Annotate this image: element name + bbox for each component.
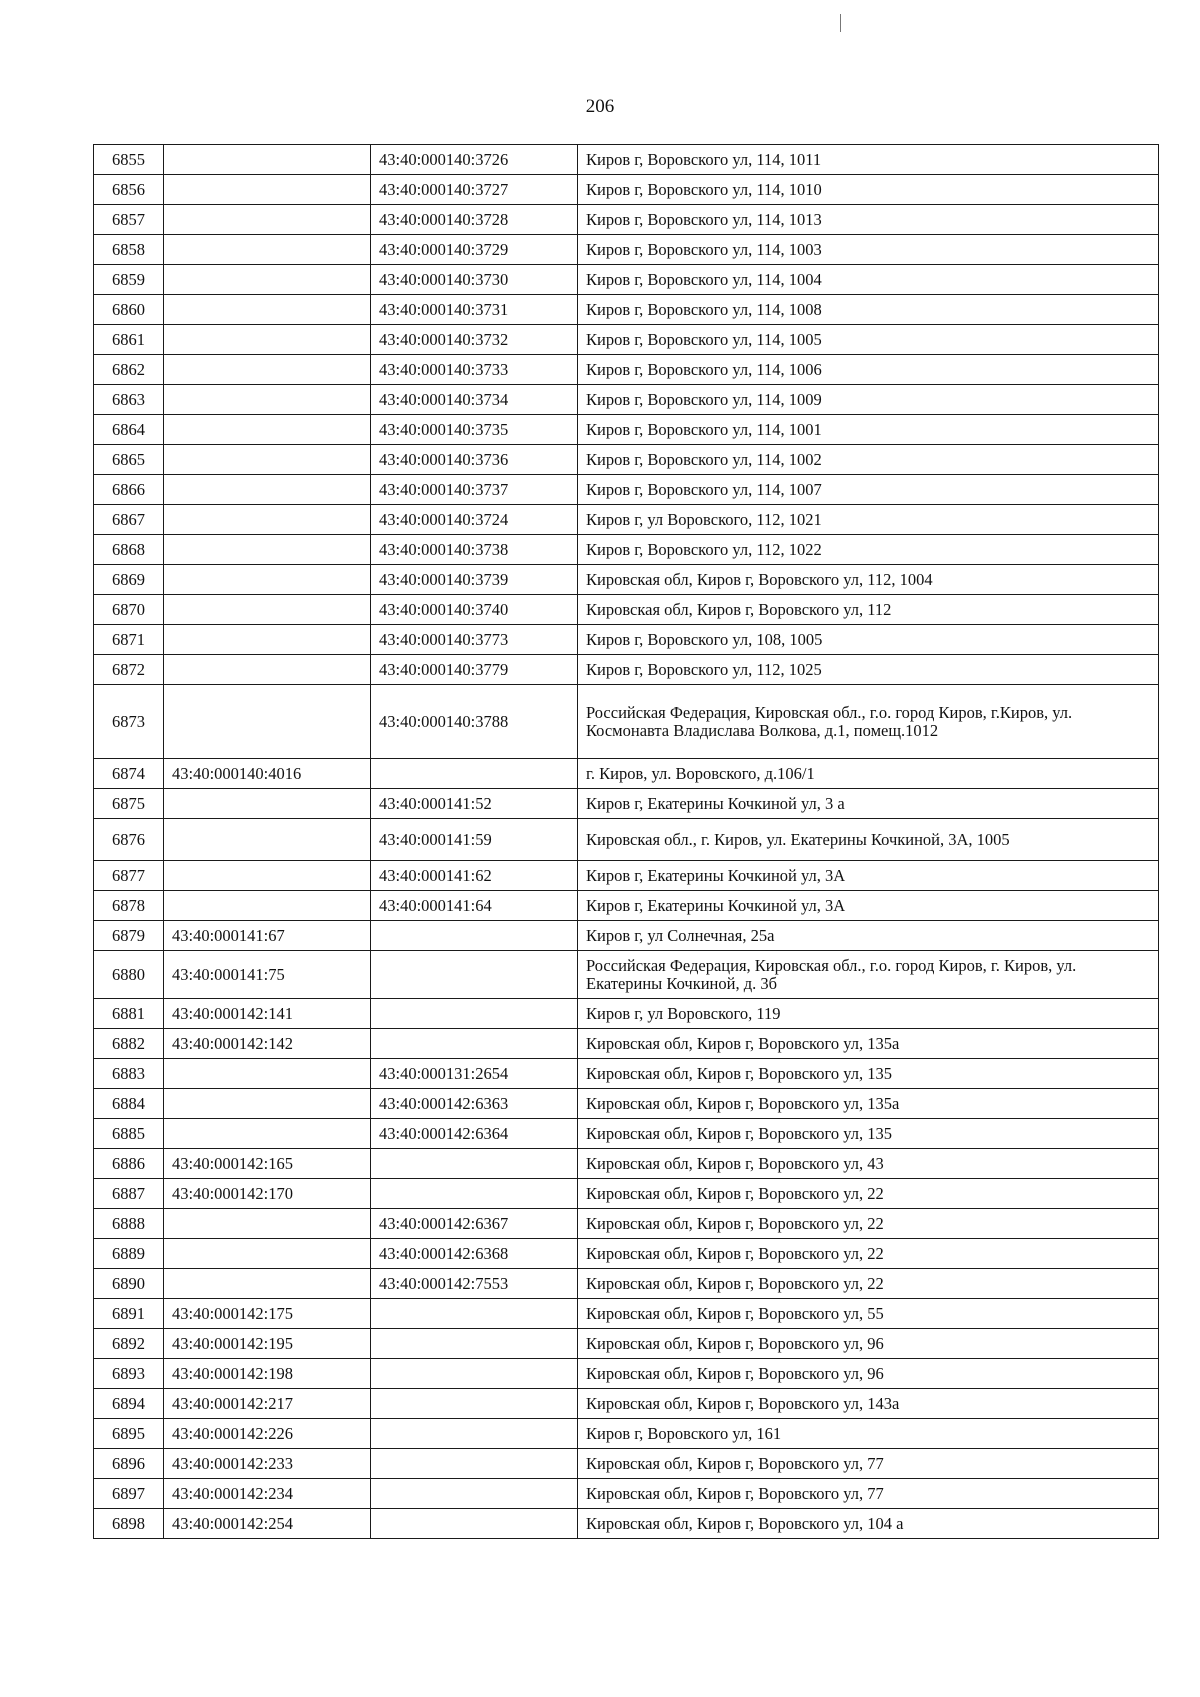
land-cadastral-number-cell: [164, 625, 371, 655]
table-row: [94, 145, 1159, 175]
address-cell: Киров г, Воровского ул, 114, 1009: [578, 385, 1159, 415]
row-number-cell: 6889: [94, 1239, 164, 1269]
row-number-cell: 6861: [94, 325, 164, 355]
building-cadastral-number-cell: [371, 1179, 578, 1209]
land-cadastral-number-cell: [164, 789, 371, 819]
table-row: [94, 355, 1159, 385]
address-cell: Кировская обл, Киров г, Воровского ул, 22: [578, 1269, 1159, 1299]
table-row: [94, 1329, 1159, 1359]
building-cadastral-number-cell: 43:40:000141:64: [371, 891, 578, 921]
building-cadastral-number-cell: 43:40:000142:6364: [371, 1119, 578, 1149]
row-number-cell: 6890: [94, 1269, 164, 1299]
row-number-cell: 6873: [94, 685, 164, 759]
land-cadastral-number-cell: [164, 295, 371, 325]
building-cadastral-number-cell: 43:40:000140:3736: [371, 445, 578, 475]
table-row: [94, 1029, 1159, 1059]
table-row: [94, 1389, 1159, 1419]
row-number-cell: 6865: [94, 445, 164, 475]
address-cell: Кировская обл, Киров г, Воровского ул, 55: [578, 1299, 1159, 1329]
table-row: [94, 1269, 1159, 1299]
row-number-cell: 6895: [94, 1419, 164, 1449]
row-number-cell: 6856: [94, 175, 164, 205]
building-cadastral-number-cell: 43:40:000141:59: [371, 819, 578, 861]
building-cadastral-number-cell: 43:40:000140:3728: [371, 205, 578, 235]
building-cadastral-number-cell: [371, 1359, 578, 1389]
row-number-cell: 6875: [94, 789, 164, 819]
land-cadastral-number-cell: 43:40:000142:198: [164, 1359, 371, 1389]
land-cadastral-number-cell: [164, 1089, 371, 1119]
land-cadastral-number-cell: 43:40:000142:175: [164, 1299, 371, 1329]
address-cell: Кировская обл, Киров г, Воровского ул, 135: [578, 1119, 1159, 1149]
row-number-cell: 6887: [94, 1179, 164, 1209]
land-cadastral-number-cell: [164, 1119, 371, 1149]
building-cadastral-number-cell: 43:40:000142:6368: [371, 1239, 578, 1269]
land-cadastral-number-cell: [164, 385, 371, 415]
land-cadastral-number-cell: 43:40:000140:4016: [164, 759, 371, 789]
table-row: [94, 1479, 1159, 1509]
page-number: 206: [585, 96, 615, 117]
address-cell: Кировская обл, Киров г, Воровского ул, 104 а: [578, 1509, 1159, 1539]
address-cell: Киров г, Воровского ул, 114, 1008: [578, 295, 1159, 325]
building-cadastral-number-cell: [371, 1029, 578, 1059]
table-row: [94, 1239, 1159, 1269]
land-cadastral-number-cell: [164, 595, 371, 625]
table-row: [94, 951, 1159, 999]
table-row: [94, 1209, 1159, 1239]
table-row: [94, 205, 1159, 235]
building-cadastral-number-cell: 43:40:000140:3724: [371, 505, 578, 535]
registry-table: [93, 144, 1159, 1539]
address-cell: Киров г, Воровского ул, 108, 1005: [578, 625, 1159, 655]
building-cadastral-number-cell: [371, 759, 578, 789]
table-row: [94, 655, 1159, 685]
address-cell: Киров г, Воровского ул, 114, 1013: [578, 205, 1159, 235]
land-cadastral-number-cell: 43:40:000141:75: [164, 951, 371, 999]
address-cell: Кировская обл, Киров г, Воровского ул, 96: [578, 1329, 1159, 1359]
table-row: [94, 819, 1159, 861]
address-cell: Кировская обл, Киров г, Воровского ул, 22: [578, 1239, 1159, 1269]
address-cell: Кировская обл, Киров г, Воровского ул, 22: [578, 1179, 1159, 1209]
building-cadastral-number-cell: 43:40:000140:3731: [371, 295, 578, 325]
address-cell: Кировская обл, Киров г, Воровского ул, 143а: [578, 1389, 1159, 1419]
table-row: [94, 625, 1159, 655]
building-cadastral-number-cell: [371, 921, 578, 951]
land-cadastral-number-cell: 43:40:000142:165: [164, 1149, 371, 1179]
row-number-cell: 6864: [94, 415, 164, 445]
address-cell: Киров г, Воровского ул, 114, 1004: [578, 265, 1159, 295]
row-number-cell: 6874: [94, 759, 164, 789]
row-number-cell: 6883: [94, 1059, 164, 1089]
land-cadastral-number-cell: [164, 265, 371, 295]
address-cell: Киров г, Воровского ул, 114, 1010: [578, 175, 1159, 205]
land-cadastral-number-cell: [164, 145, 371, 175]
address-cell: Кировская обл., г. Киров, ул. Екатерины Кочкиной, 3А, 1005: [578, 819, 1159, 861]
land-cadastral-number-cell: [164, 415, 371, 445]
row-number-cell: 6859: [94, 265, 164, 295]
address-cell: Киров г, Воровского ул, 114, 1011: [578, 145, 1159, 175]
land-cadastral-number-cell: 43:40:000142:233: [164, 1449, 371, 1479]
address-cell: Кировская обл, Киров г, Воровского ул, 135а: [578, 1089, 1159, 1119]
address-cell: Кировская обл, Киров г, Воровского ул, 22: [578, 1209, 1159, 1239]
row-number-cell: 6885: [94, 1119, 164, 1149]
table-row: [94, 265, 1159, 295]
building-cadastral-number-cell: 43:40:000140:3730: [371, 265, 578, 295]
row-number-cell: 6871: [94, 625, 164, 655]
table-row: [94, 1449, 1159, 1479]
table-row: [94, 1179, 1159, 1209]
address-cell: Кировская обл, Киров г, Воровского ул, 77: [578, 1449, 1159, 1479]
land-cadastral-number-cell: [164, 891, 371, 921]
building-cadastral-number-cell: 43:40:000131:2654: [371, 1059, 578, 1089]
row-number-cell: 6860: [94, 295, 164, 325]
land-cadastral-number-cell: [164, 505, 371, 535]
scan-mark: [840, 14, 841, 32]
land-cadastral-number-cell: [164, 445, 371, 475]
address-cell: Кировская обл, Киров г, Воровского ул, 135: [578, 1059, 1159, 1089]
row-number-cell: 6882: [94, 1029, 164, 1059]
land-cadastral-number-cell: 43:40:000142:226: [164, 1419, 371, 1449]
row-number-cell: 6868: [94, 535, 164, 565]
row-number-cell: 6863: [94, 385, 164, 415]
row-number-cell: 6867: [94, 505, 164, 535]
address-cell: Кировская обл, Киров г, Воровского ул, 135а: [578, 1029, 1159, 1059]
table-row: [94, 1119, 1159, 1149]
row-number-cell: 6891: [94, 1299, 164, 1329]
address-cell: Киров г, Воровского ул, 161: [578, 1419, 1159, 1449]
address-cell: Российская Федерация, Кировская обл., г.о. город Киров, г. Киров, ул. Екатерины Кочкиной, д. 3б: [578, 951, 1159, 999]
address-cell: Кировская обл, Киров г, Воровского ул, 96: [578, 1359, 1159, 1389]
address-cell: Киров г, ул Воровского, 112, 1021: [578, 505, 1159, 535]
building-cadastral-number-cell: [371, 999, 578, 1029]
building-cadastral-number-cell: [371, 1329, 578, 1359]
table-row: [94, 1359, 1159, 1389]
table-row: [94, 685, 1159, 759]
building-cadastral-number-cell: 43:40:000140:3735: [371, 415, 578, 445]
row-number-cell: 6886: [94, 1149, 164, 1179]
row-number-cell: 6877: [94, 861, 164, 891]
row-number-cell: 6869: [94, 565, 164, 595]
building-cadastral-number-cell: 43:40:000140:3734: [371, 385, 578, 415]
land-cadastral-number-cell: [164, 1059, 371, 1089]
building-cadastral-number-cell: 43:40:000140:3738: [371, 535, 578, 565]
address-cell: Киров г, Воровского ул, 112, 1022: [578, 535, 1159, 565]
row-number-cell: 6866: [94, 475, 164, 505]
address-cell: Российская Федерация, Кировская обл., г.о. город Киров, г.Киров, ул. Космонавта Владислава Волкова, д.1, помещ.1012: [578, 685, 1159, 759]
land-cadastral-number-cell: [164, 205, 371, 235]
land-cadastral-number-cell: 43:40:000142:254: [164, 1509, 371, 1539]
row-number-cell: 6880: [94, 951, 164, 999]
table-row: [94, 325, 1159, 355]
row-number-cell: 6897: [94, 1479, 164, 1509]
table-row: [94, 175, 1159, 205]
land-cadastral-number-cell: [164, 1209, 371, 1239]
land-cadastral-number-cell: [164, 235, 371, 265]
building-cadastral-number-cell: [371, 1509, 578, 1539]
row-number-cell: 6884: [94, 1089, 164, 1119]
address-cell: Киров г, Воровского ул, 114, 1007: [578, 475, 1159, 505]
table-row: [94, 921, 1159, 951]
row-number-cell: 6894: [94, 1389, 164, 1419]
land-cadastral-number-cell: 43:40:000142:142: [164, 1029, 371, 1059]
address-cell: Киров г, Екатерины Кочкиной ул, 3 а: [578, 789, 1159, 819]
address-cell: Киров г, Воровского ул, 114, 1003: [578, 235, 1159, 265]
table-row: [94, 1509, 1159, 1539]
row-number-cell: 6881: [94, 999, 164, 1029]
building-cadastral-number-cell: 43:40:000140:3788: [371, 685, 578, 759]
address-cell: Киров г, Воровского ул, 114, 1002: [578, 445, 1159, 475]
land-cadastral-number-cell: 43:40:000142:217: [164, 1389, 371, 1419]
building-cadastral-number-cell: 43:40:000141:52: [371, 789, 578, 819]
table-row: [94, 535, 1159, 565]
address-cell: Киров г, ул Солнечная, 25а: [578, 921, 1159, 951]
building-cadastral-number-cell: 43:40:000142:7553: [371, 1269, 578, 1299]
building-cadastral-number-cell: 43:40:000140:3729: [371, 235, 578, 265]
building-cadastral-number-cell: 43:40:000140:3779: [371, 655, 578, 685]
address-cell: Киров г, Воровского ул, 114, 1006: [578, 355, 1159, 385]
land-cadastral-number-cell: 43:40:000142:195: [164, 1329, 371, 1359]
row-number-cell: 6892: [94, 1329, 164, 1359]
row-number-cell: 6898: [94, 1509, 164, 1539]
building-cadastral-number-cell: 43:40:000141:62: [371, 861, 578, 891]
table-row: [94, 385, 1159, 415]
table-row: [94, 295, 1159, 325]
building-cadastral-number-cell: [371, 1449, 578, 1479]
table-row: [94, 1149, 1159, 1179]
building-cadastral-number-cell: [371, 1149, 578, 1179]
building-cadastral-number-cell: 43:40:000142:6367: [371, 1209, 578, 1239]
table-row: [94, 475, 1159, 505]
land-cadastral-number-cell: 43:40:000141:67: [164, 921, 371, 951]
land-cadastral-number-cell: 43:40:000142:170: [164, 1179, 371, 1209]
land-cadastral-number-cell: [164, 535, 371, 565]
land-cadastral-number-cell: 43:40:000142:234: [164, 1479, 371, 1509]
row-number-cell: 6896: [94, 1449, 164, 1479]
table-row: [94, 595, 1159, 625]
address-cell: Киров г, Екатерины Кочкиной ул, 3А: [578, 861, 1159, 891]
land-cadastral-number-cell: 43:40:000142:141: [164, 999, 371, 1029]
building-cadastral-number-cell: 43:40:000140:3727: [371, 175, 578, 205]
address-cell: Кировская обл, Киров г, Воровского ул, 77: [578, 1479, 1159, 1509]
table-row: [94, 235, 1159, 265]
building-cadastral-number-cell: [371, 1299, 578, 1329]
row-number-cell: 6870: [94, 595, 164, 625]
row-number-cell: 6879: [94, 921, 164, 951]
land-cadastral-number-cell: [164, 565, 371, 595]
table-row: [94, 565, 1159, 595]
building-cadastral-number-cell: 43:40:000142:6363: [371, 1089, 578, 1119]
row-number-cell: 6893: [94, 1359, 164, 1389]
building-cadastral-number-cell: [371, 1419, 578, 1449]
row-number-cell: 6858: [94, 235, 164, 265]
building-cadastral-number-cell: 43:40:000140:3739: [371, 565, 578, 595]
building-cadastral-number-cell: [371, 951, 578, 999]
table-row: [94, 1299, 1159, 1329]
land-cadastral-number-cell: [164, 1239, 371, 1269]
table-row: [94, 861, 1159, 891]
building-cadastral-number-cell: 43:40:000140:3773: [371, 625, 578, 655]
address-cell: Киров г, Воровского ул, 112, 1025: [578, 655, 1159, 685]
land-cadastral-number-cell: [164, 655, 371, 685]
table-row: [94, 789, 1159, 819]
land-cadastral-number-cell: [164, 475, 371, 505]
address-cell: Киров г, Екатерины Кочкиной ул, 3А: [578, 891, 1159, 921]
land-cadastral-number-cell: [164, 175, 371, 205]
address-cell: Киров г, Воровского ул, 114, 1005: [578, 325, 1159, 355]
land-cadastral-number-cell: [164, 819, 371, 861]
table-row: [94, 759, 1159, 789]
address-cell: Киров г, Воровского ул, 114, 1001: [578, 415, 1159, 445]
table-row: [94, 1089, 1159, 1119]
table-row: [94, 505, 1159, 535]
land-cadastral-number-cell: [164, 685, 371, 759]
row-number-cell: 6888: [94, 1209, 164, 1239]
land-cadastral-number-cell: [164, 861, 371, 891]
building-cadastral-number-cell: 43:40:000140:3732: [371, 325, 578, 355]
row-number-cell: 6862: [94, 355, 164, 385]
building-cadastral-number-cell: 43:40:000140:3740: [371, 595, 578, 625]
building-cadastral-number-cell: [371, 1479, 578, 1509]
address-cell: Киров г, ул Воровского, 119: [578, 999, 1159, 1029]
building-cadastral-number-cell: 43:40:000140:3737: [371, 475, 578, 505]
row-number-cell: 6872: [94, 655, 164, 685]
address-cell: Кировская обл, Киров г, Воровского ул, 43: [578, 1149, 1159, 1179]
address-cell: г. Киров, ул. Воровского, д.106/1: [578, 759, 1159, 789]
address-cell: Кировская обл, Киров г, Воровского ул, 112: [578, 595, 1159, 625]
registry-table-body: [94, 145, 1159, 1539]
table-row: [94, 1059, 1159, 1089]
land-cadastral-number-cell: [164, 1269, 371, 1299]
address-cell: Кировская обл, Киров г, Воровского ул, 112, 1004: [578, 565, 1159, 595]
table-row: [94, 445, 1159, 475]
land-cadastral-number-cell: [164, 355, 371, 385]
table-row: [94, 1419, 1159, 1449]
row-number-cell: 6857: [94, 205, 164, 235]
table-row: [94, 891, 1159, 921]
building-cadastral-number-cell: 43:40:000140:3726: [371, 145, 578, 175]
row-number-cell: 6878: [94, 891, 164, 921]
row-number-cell: 6876: [94, 819, 164, 861]
land-cadastral-number-cell: [164, 325, 371, 355]
building-cadastral-number-cell: [371, 1389, 578, 1419]
table-row: [94, 999, 1159, 1029]
building-cadastral-number-cell: 43:40:000140:3733: [371, 355, 578, 385]
row-number-cell: 6855: [94, 145, 164, 175]
table-row: [94, 415, 1159, 445]
